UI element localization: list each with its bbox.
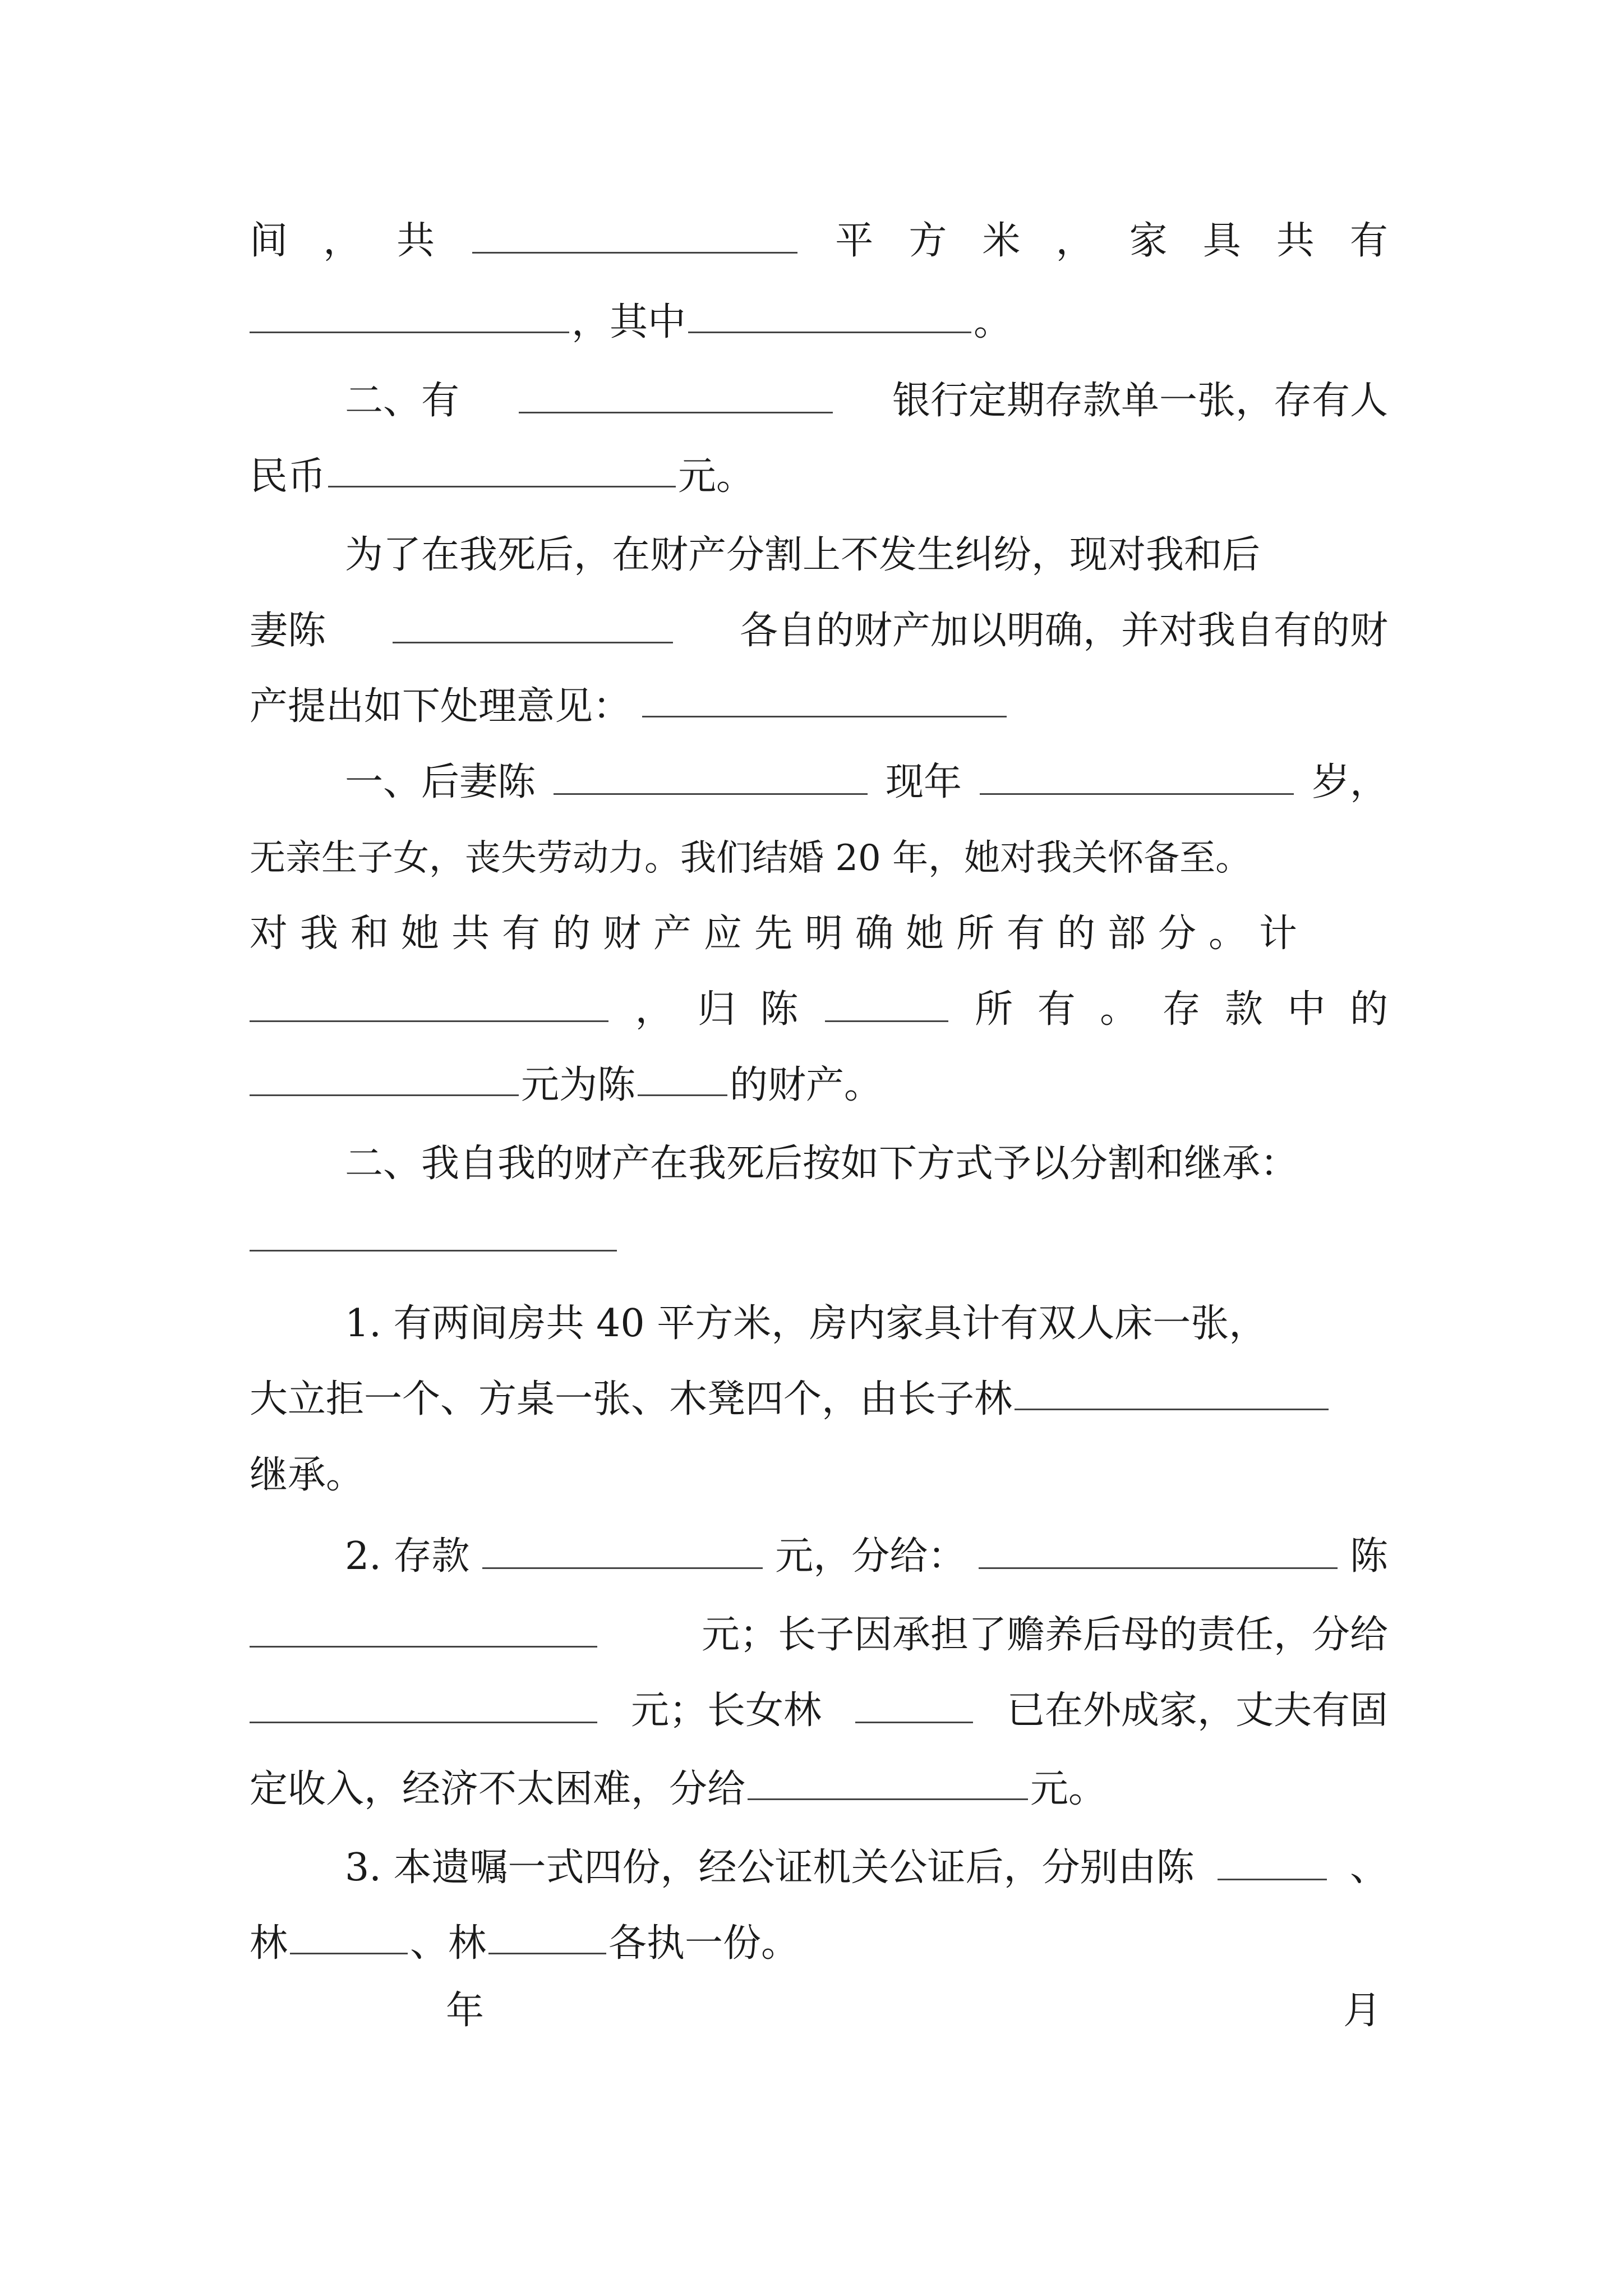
text-segment: 元；长女林 — [630, 1688, 822, 1733]
text-segment: 。 — [974, 300, 1012, 344]
text-segment: 各自的财产加以明确，并对我自有的财 — [739, 609, 1388, 653]
text-segment: 大立拒一个、方桌一张、木凳四个，由长子林 — [250, 1377, 1013, 1421]
text-segment: ， — [635, 987, 674, 1032]
date-month-label: 月 — [1343, 1989, 1382, 2033]
fill-blank — [290, 1953, 408, 1954]
text-line — [250, 968, 1388, 1052]
text-line — [250, 1826, 1388, 1910]
text-segment: 已在外成家，丈夫有固 — [1006, 1688, 1388, 1733]
date-year-label: 年 — [446, 1989, 485, 2033]
text-line — [250, 1358, 1388, 1442]
text-segment: 二、有 — [345, 379, 460, 423]
text-segment: 家 — [1129, 219, 1168, 263]
text-line — [250, 1669, 1388, 1753]
text-segment: 共 — [396, 219, 435, 263]
text-segment: 无亲生子女，丧失劳动力。我们结婚 20 年，她对我关怀备至。 — [250, 838, 1252, 879]
fill-blank — [250, 1250, 617, 1251]
fill-blank — [250, 1020, 608, 1022]
text-line — [250, 199, 1388, 283]
text-line — [250, 435, 1388, 519]
text-segment: 存 — [1162, 987, 1201, 1032]
fill-blank — [980, 793, 1294, 795]
text-segment: 元；长子因承担了赡养后母的责任，分给 — [701, 1613, 1388, 1657]
text-line — [250, 740, 1388, 825]
text-segment: 。 — [1100, 987, 1138, 1032]
text-segment: 1. 有两间房共 40 平方米，房内家具计有双人床一张， — [345, 1301, 1267, 1346]
text-segment: 继承。 — [250, 1453, 365, 1497]
fill-blank — [825, 1020, 948, 1022]
text-line — [250, 280, 1388, 365]
text-segment: 陈 — [1349, 1534, 1388, 1579]
fill-blank — [393, 642, 673, 643]
text-segment: 2. 存款 — [345, 1534, 470, 1579]
text-segment: 具 — [1202, 219, 1241, 263]
text-segment: 定收入，经济不太困难，分给 — [250, 1767, 746, 1811]
text-segment: 所 — [975, 987, 1013, 1032]
text-segment: 民币 — [250, 454, 326, 499]
text-segment: ， — [323, 219, 362, 263]
fill-blank — [642, 716, 1007, 717]
fill-blank — [688, 332, 971, 333]
text-segment: 款 — [1225, 987, 1264, 1032]
text-segment: 共 — [1276, 219, 1315, 263]
fill-blank — [472, 252, 797, 254]
text-segment: 陈 — [760, 987, 799, 1032]
fill-blank — [488, 1953, 606, 1954]
text-segment: 妻陈 — [250, 609, 326, 653]
text-segment: 的财产。 — [730, 1063, 883, 1107]
text-segment: 银行定期存款单一张，存有人 — [892, 379, 1388, 423]
fill-blank — [328, 486, 676, 487]
text-line — [250, 359, 1388, 443]
text-line — [250, 1515, 1388, 1599]
text-segment: 岁， — [1311, 760, 1388, 804]
text-segment: 现年 — [885, 760, 962, 804]
text-segment: ，其中 — [571, 300, 686, 344]
text-line — [250, 589, 1388, 673]
text-segment: 平 — [835, 219, 874, 263]
fill-blank — [250, 1094, 519, 1096]
text-segment: 米 — [982, 219, 1021, 263]
text-segment: 产提出如下处理意见： — [250, 684, 631, 729]
text-segment: ， — [1055, 219, 1094, 263]
text-segment: 中 — [1287, 987, 1326, 1032]
text-segment: 的 — [1349, 987, 1388, 1032]
text-line — [250, 1122, 1388, 1206]
text-line — [250, 1282, 1388, 1366]
text-segment: 归 — [697, 987, 736, 1032]
fill-blank — [855, 1722, 973, 1723]
text-segment: 一、后妻陈 — [345, 760, 536, 804]
text-segment: 间 — [250, 219, 288, 263]
text-segment: 、 — [1349, 1846, 1388, 1890]
fill-blank — [519, 412, 833, 413]
fill-blank — [748, 1798, 1028, 1800]
text-segment: 有 — [1037, 987, 1076, 1032]
text-segment: 各执一份。 — [608, 1921, 800, 1966]
fill-blank — [979, 1567, 1338, 1569]
text-segment: 有 — [1349, 219, 1388, 263]
text-line — [250, 892, 1388, 976]
text-segment: 林 — [250, 1921, 288, 1966]
text-segment: 元，分给： — [775, 1534, 966, 1579]
text-segment: 对我和她共有的财产应先明确她所有的部分。计 — [250, 912, 1310, 956]
text-segment: 二、我自我的财产在我死后按如下方式予以分割和继承： — [345, 1142, 1299, 1186]
fill-blank — [554, 793, 868, 795]
text-line — [250, 816, 1388, 900]
fill-blank — [1218, 1879, 1327, 1880]
text-line — [250, 665, 1388, 749]
text-segment: 元为陈 — [521, 1063, 636, 1107]
fill-blank — [638, 1094, 727, 1096]
text-segment: 元。 — [1030, 1767, 1107, 1811]
text-line — [250, 513, 1388, 597]
text-segment: 、林 — [410, 1921, 487, 1966]
fill-blank — [1015, 1409, 1329, 1410]
fill-blank — [250, 1722, 597, 1723]
text-segment: 3. 本遗嘱一式四份，经公证机关公证后，分别由陈 — [345, 1846, 1195, 1890]
text-line — [250, 1593, 1388, 1677]
text-line — [250, 1043, 1388, 1128]
text-segment: 方 — [909, 219, 947, 263]
text-segment: 为了在我死后，在财产分割上不发生纠纷，现对我和后 — [345, 533, 1261, 577]
fill-blank — [250, 1646, 597, 1648]
text-line — [250, 1902, 1388, 1986]
fill-blank — [482, 1567, 763, 1569]
fill-blank — [250, 332, 569, 333]
text-line — [250, 1433, 1388, 1517]
text-segment: 元。 — [678, 454, 755, 499]
text-line — [250, 1747, 1388, 1832]
